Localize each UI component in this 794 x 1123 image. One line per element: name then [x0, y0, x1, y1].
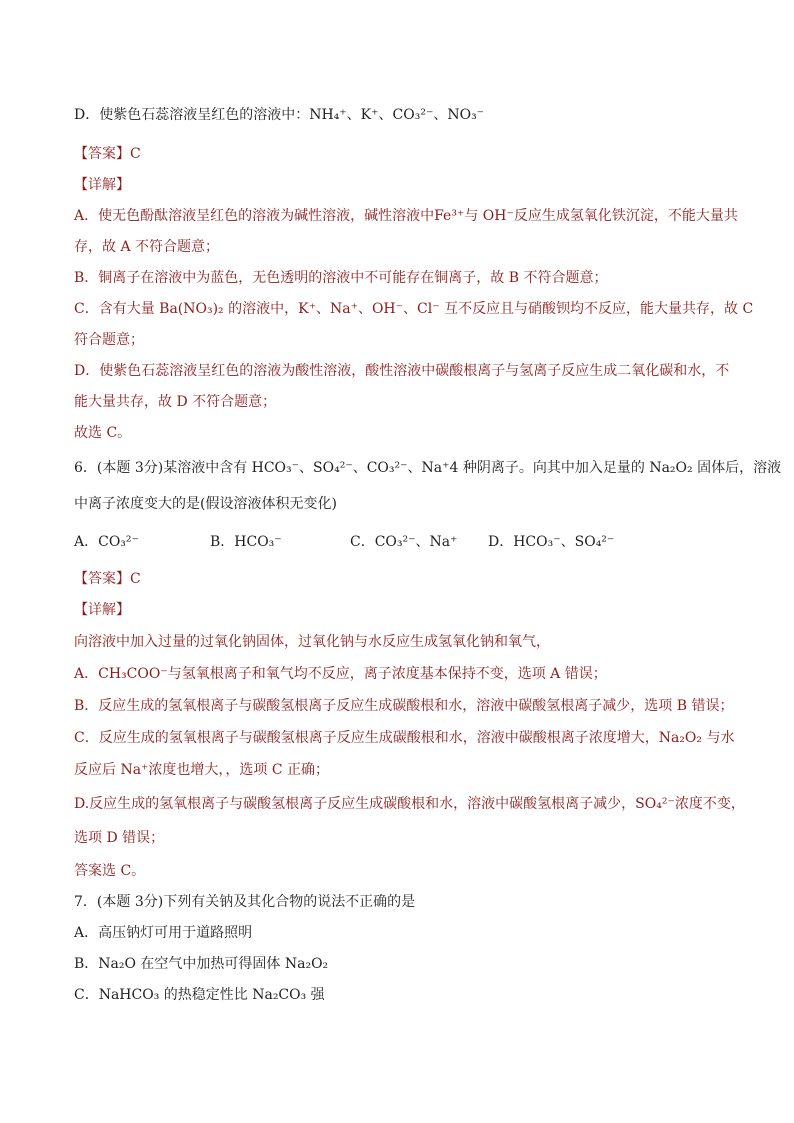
explanation-line: 答案选 C。 [74, 863, 146, 879]
explanation-line: 存，故 A 不符合题意； [74, 239, 220, 255]
explanation-line: B．铜离子在溶液中为蓝色，无色透明的溶液中不可能存在铜离子，故 B 不符合题意； [74, 270, 608, 286]
q6-stem: 6．(本题 3分)某溶液中含有 HCO₃⁻、SO₄²⁻、CO₃²⁻、Na⁺4 种阴离子。向其中加入足量的 Na₂O₂ 固体后，溶液 [74, 460, 782, 476]
explanation-line: D．使紫色石蕊溶液呈红色的溶液为酸性溶液，酸性溶液中碳酸根离子与氢离子反应生成二氧化碳和水，不 [74, 363, 730, 379]
q6-option-d: D．HCO₃⁻、SO₄²⁻ [488, 534, 615, 550]
q6-option-b: B．HCO₃⁻ [210, 534, 282, 550]
explanation-line: D.反应生成的氢氧根离子与碳酸氢根离子反应生成碳酸根和水，溶液中碳酸氢根离子减少，SO₄²⁻浓度不变， [74, 796, 745, 812]
answer-label: 【答案】C [74, 571, 141, 587]
answer-label: 【答案】C [74, 146, 141, 162]
explanation-label: 【详解】 [74, 177, 130, 193]
explanation-line: 能大量共存，故 D 不符合题意； [74, 394, 277, 410]
q7-option-b: B．Na₂O 在空气中加热可得固体 Na₂O₂ [74, 956, 329, 972]
q6-stem: 中离子浓度变大的是(假设溶液体积无变化) [74, 496, 337, 512]
explanation-line: A．CH₃COO⁻与氢氧根离子和氧气均不反应，离子浓度基本保持不变，选项 A 错误； [74, 666, 607, 682]
q7-stem: 7．(本题 3分)下列有关钠及其化合物的说法不正确的是 [74, 894, 416, 910]
explanation-line: 符合题意； [74, 332, 144, 348]
explanation-line: 向溶液中加入过量的过氧化钠固体，过氧化钠与水反应生成氢氧化钠和氧气， [74, 634, 550, 650]
explanation-line: 反应后 Na⁺浓度也增大，，选项 C 正确； [74, 762, 330, 778]
explanation-label: 【详解】 [74, 602, 130, 618]
explanation-line: C．含有大量 Ba(NO₃)₂ 的溶液中，K⁺、Na⁺、OH⁻、Cl⁻ 互不反应且与硝酸钡均不反应，能大量共存，故 C [74, 301, 754, 317]
q7-option-c: C．NaHCO₃ 的热稳定性比 Na₂CO₃ 强 [74, 987, 325, 1003]
explanation-line: 故选 C。 [74, 425, 132, 441]
explanation-line: C．反应生成的氢氧根离子与碳酸氢根离子反应生成碳酸根和水，溶液中碳酸根离子浓度增大，Na₂O₂ 与水 [74, 730, 735, 746]
q6-option-c: C．CO₃²⁻、Na⁺ [350, 534, 458, 550]
explanation-line: A．使无色酚酞溶液呈红色的溶液为碱性溶液，碱性溶液中Fe³⁺与 OH⁻反应生成氢氧化铁沉淀，不能大量共 [74, 208, 738, 224]
q6-option-a: A．CO₃²⁻ [74, 534, 139, 550]
explanation-line: B．反应生成的氢氧根离子与碳酸氢根离子反应生成碳酸根和水，溶液中碳酸氢根离子减少，选项 B 错误； [74, 698, 734, 714]
q5-option-d: D．使紫色石蕊溶液呈红色的溶液中：NH₄⁺、K⁺、CO₃²⁻、NO₃⁻ [74, 107, 485, 123]
q6-options [74, 533, 628, 551]
explanation-line: 选项 D 错误； [74, 830, 165, 846]
q7-option-a: A．高压钠灯可用于道路照明 [74, 925, 253, 941]
